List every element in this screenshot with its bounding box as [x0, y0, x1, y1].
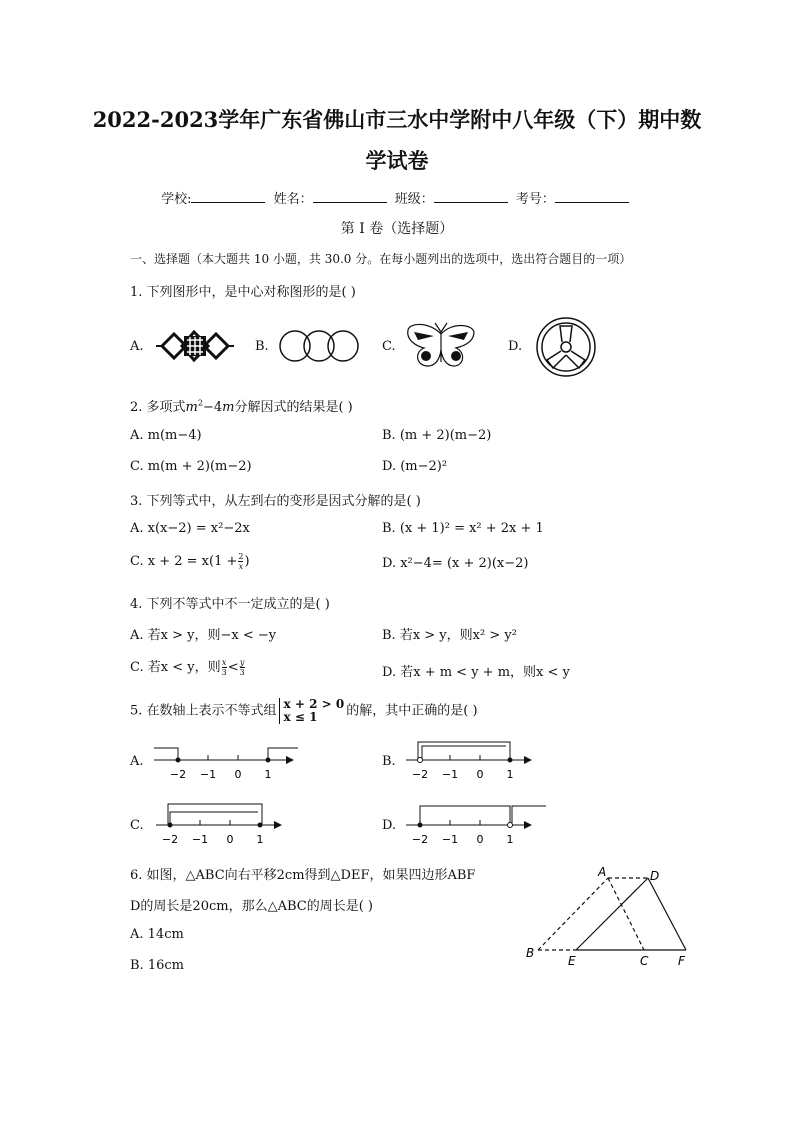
number-line-b: [400, 736, 540, 784]
tick-label: 0: [234, 768, 242, 781]
class-blank[interactable]: [434, 190, 508, 203]
q1-option-b: B.: [255, 339, 269, 354]
q2-option-c: C. m(m + 2)(m−2): [130, 459, 252, 474]
q1-option-c: C.: [382, 339, 396, 354]
q5-stem: 5. 在数轴上表示不等式组 x + 2 > 0 x ≤ 1 的解，其中正确的是( ): [130, 697, 478, 724]
q6-line1: 6. 如图，△ABC向右平移2cm得到△DEF，如果四边形ABF: [130, 868, 476, 883]
q6-option-a: A. 14cm: [130, 927, 184, 942]
q3-option-d: D. x²−4= (x + 2)(x−2): [382, 556, 529, 571]
svg-text:1: 1: [506, 768, 514, 781]
q5-option-b: B.: [382, 754, 396, 769]
name-blank[interactable]: [313, 190, 387, 203]
q6-option-b: B. 16cm: [130, 958, 184, 973]
q1-option-a: A.: [130, 339, 144, 354]
q1-stem: 1. 下列图形中，是中心对称图形的是( ): [130, 285, 356, 300]
svg-text:0: 0: [476, 768, 484, 781]
q4-option-d: D. 若x + m < y + m，则x < y: [382, 665, 570, 680]
q3-option-b: B. (x + 1)² = x² + 2x + 1: [382, 521, 544, 536]
exam-title-line1: 2022-2023学年广东省佛山市三水中学附中八年级（下）期中数: [92, 107, 702, 132]
butterfly-icon: [404, 320, 478, 370]
svg-text:−2: −2: [161, 833, 179, 846]
q6-line2: D的周长是20cm，那么△ABC的周长是( ): [130, 899, 373, 914]
number-line-c: [150, 800, 290, 848]
q5-option-a: A.: [130, 754, 144, 769]
fraction-2-over-x: $\frac{2}{x}$: [238, 552, 244, 571]
svg-text:0: 0: [226, 833, 234, 846]
q3-option-c: C. x + 2 = x(1 + $\frac{2}{x}$ ): [130, 552, 250, 571]
q4-option-c: C. 若x < y，则 $\frac{x}{3}$ < $\frac{y}{3}$: [130, 658, 245, 677]
number-line-a: [148, 738, 308, 784]
svg-text:1: 1: [506, 833, 514, 846]
q4-option-b: B. 若x > y，则x² > y²: [382, 628, 517, 643]
q3-stem: 3. 下列等式中，从左到右的变形是因式分解的是( ): [130, 494, 421, 509]
vertex-label-d: D: [650, 869, 660, 883]
q5-option-d: D.: [382, 818, 397, 833]
svg-text:−1: −1: [441, 833, 459, 846]
q3-option-a: A. x(x−2) = x²−2x: [130, 521, 250, 536]
student-info-line: [0, 188, 794, 207]
tick-label: 1: [264, 768, 272, 781]
exam-title-line2: 学试卷: [365, 148, 429, 173]
q4-stem: 4. 下列不等式中不一定成立的是( ): [130, 597, 330, 612]
svg-text:0: 0: [476, 833, 484, 846]
class-label: 班级：: [394, 192, 434, 207]
q2-option-a: A. m(m−4): [130, 428, 202, 443]
svg-text:−1: −1: [441, 768, 459, 781]
tick-label: −1: [199, 768, 217, 781]
q1-option-d: D.: [508, 339, 523, 354]
chinese-knot-icon: [154, 324, 236, 368]
q2-option-d: D. (m−2)²: [382, 459, 448, 474]
part1-heading: 一、选择题（本大题共 10 小题，共 30.0 分。在每小题列出的选项中，选出符合题目的一项）: [130, 252, 632, 266]
q4-option-a: A. 若x > y，则−x < −y: [130, 628, 277, 643]
vertex-label-e: E: [568, 954, 576, 968]
q2-stem: 2. 多项式$m^2-4m$分解因式的结果是( ): [130, 398, 353, 415]
number-line-d: [400, 800, 550, 848]
svg-text:1: 1: [256, 833, 264, 846]
name-label: 姓名：: [273, 192, 313, 207]
olympic-rings-icon: [277, 328, 361, 364]
propeller-circle-icon: [533, 316, 599, 378]
school-blank[interactable]: [191, 190, 265, 203]
tick-label: −2: [169, 768, 187, 781]
school-label: 学校:: [161, 192, 192, 207]
volume-heading: 第 I 卷（选择题）: [340, 221, 454, 237]
vertex-label-b: B: [526, 946, 535, 960]
inequality-system: x + 2 > 0 x ≤ 1: [279, 698, 345, 724]
exam-no-label: 考号：: [515, 192, 555, 207]
svg-text:−2: −2: [411, 768, 429, 781]
vertex-label-a: A: [598, 865, 607, 879]
vertex-label-c: C: [640, 954, 649, 968]
vertex-label-f: F: [678, 954, 685, 968]
exam-no-blank[interactable]: [555, 190, 629, 203]
svg-text:−2: −2: [411, 833, 429, 846]
translation-triangle-figure: [520, 862, 700, 968]
svg-text:−1: −1: [191, 833, 209, 846]
q5-option-c: C.: [130, 818, 144, 833]
q2-option-b: B. (m + 2)(m−2): [382, 428, 492, 443]
